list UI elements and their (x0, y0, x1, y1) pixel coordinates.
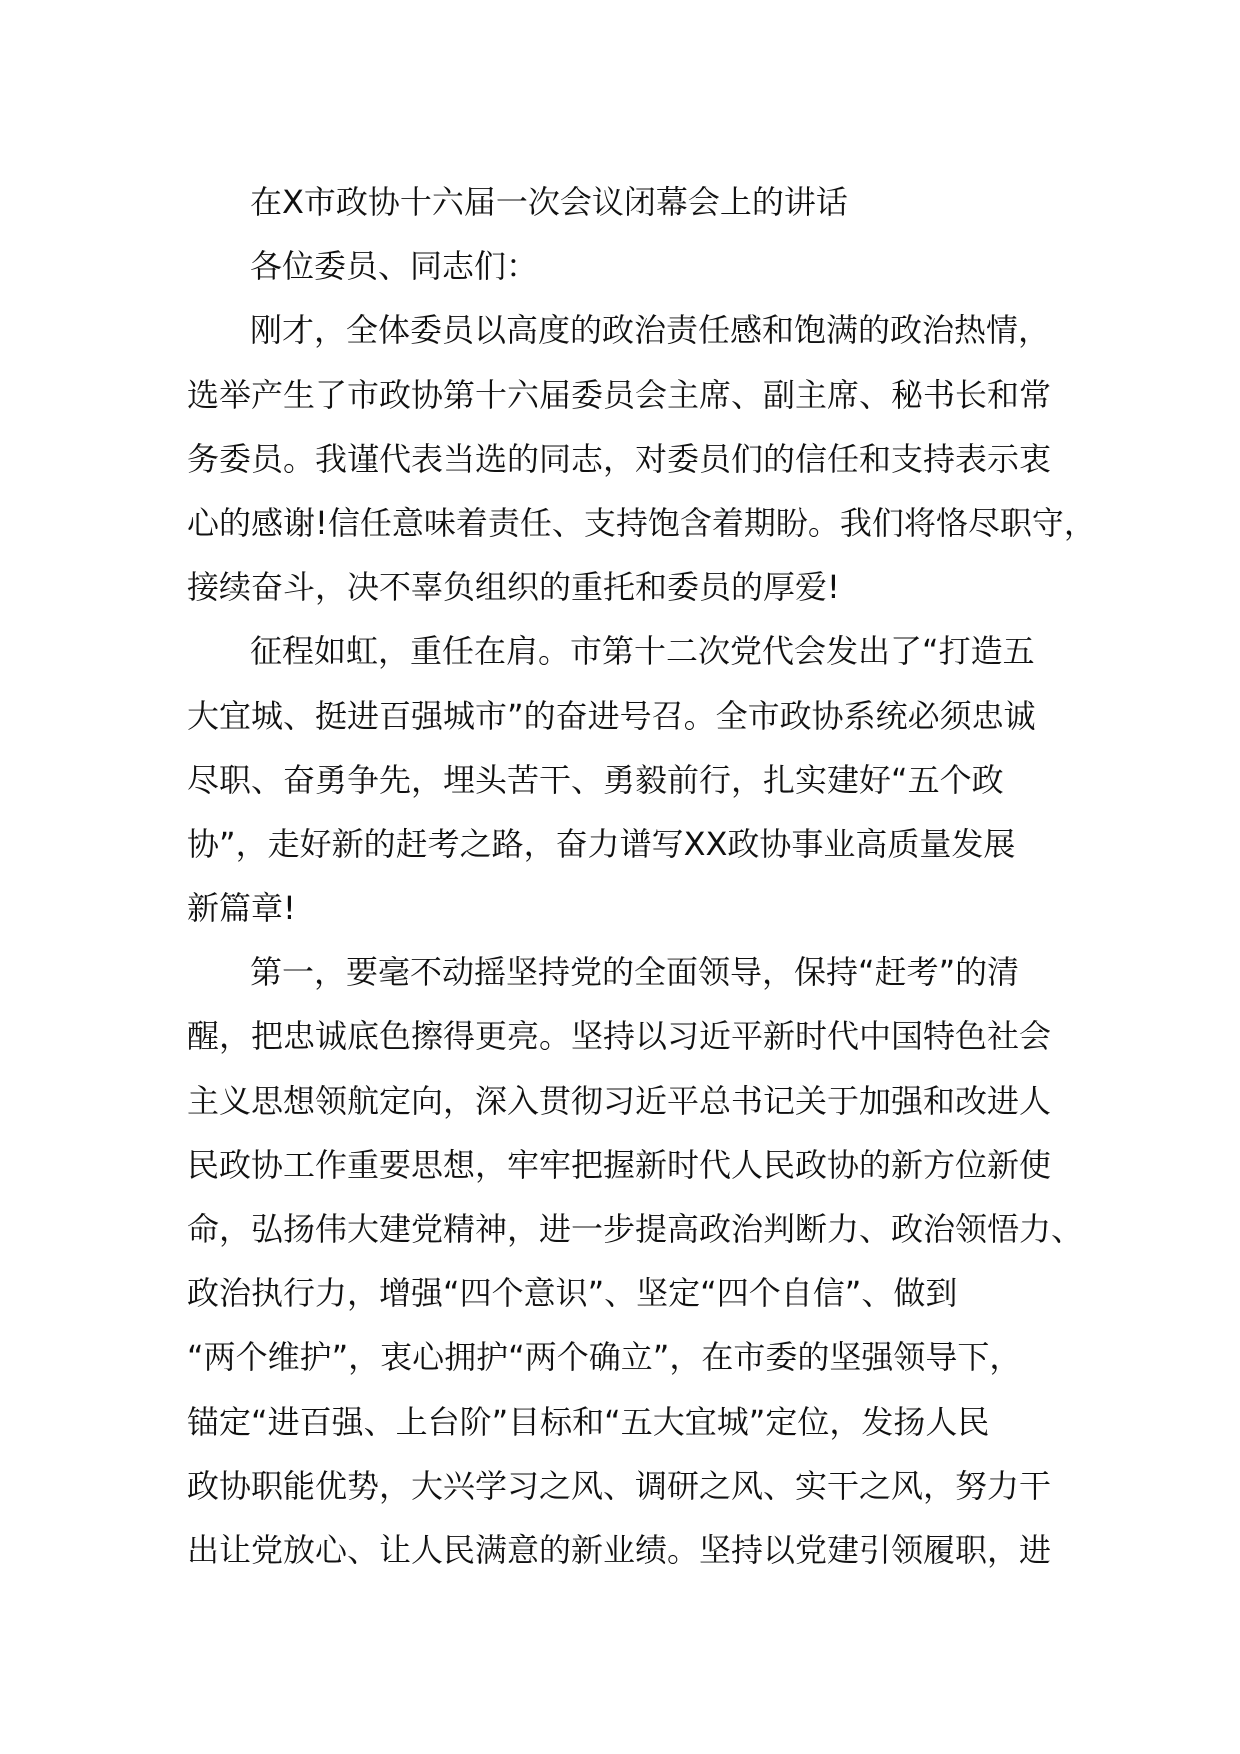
paragraph-line: 政治执行力，增强“四个意识”、坚定“四个自信”、做到 (187, 1274, 958, 1313)
paragraph-line: 锚定“进百强、上台阶”目标和“五大宜城”定位，发扬人民 (187, 1402, 990, 1441)
paragraph-line: 民政协工作重要思想，牢牢把握新时代人民政协的新方位新使 (187, 1145, 1052, 1184)
paragraph-line: “两个维护”，衷心拥护“两个确立”，在市委的坚强领导下， (187, 1338, 1022, 1377)
paragraph-line: 征程如虹，重任在肩。市第十二次党代会发出了“打造五 (250, 632, 1035, 671)
paragraph-line: 醒，把忠诚底色擦得更亮。坚持以习近平新时代中国特色社会 (187, 1017, 1052, 1056)
paragraph-line: 新篇章! (187, 889, 296, 928)
paragraph-line: 协”，走好新的赶考之路，奋力谱写XX政协事业高质量发展 (187, 824, 1016, 863)
paragraph-line: 政协职能优势，大兴学习之风、调研之风、实干之风，努力干 (187, 1466, 1052, 1505)
paragraph-line: 刚才，全体委员以高度的政治责任感和饱满的政治热情， (250, 311, 1051, 350)
paragraph-line: 出让党放心、让人民满意的新业绩。坚持以党建引领履职，进 (187, 1530, 1052, 1569)
paragraph-line: 主义思想领航定向，深入贯彻习近平总书记关于加强和改进人 (187, 1081, 1052, 1120)
paragraph-line: 大宜城、挺进百强城市”的奋进号召。全市政协系统必须忠诚 (187, 696, 1036, 735)
paragraph-line: 接续奋斗，决不辜负组织的重托和委员的厚爱! (187, 568, 840, 607)
paragraph-line: 命，弘扬伟大建党精神，进一步提高政治判断力、政治领悟力、 (187, 1210, 1084, 1248)
paragraph-line: 第一，要毫不动摇坚持党的全面领导，保持“赶考”的清 (250, 953, 1020, 992)
paragraph-line: 尽职、奋勇争先，埋头苦干、勇毅前行，扎实建好“五个政 (187, 760, 1004, 799)
paragraph-line: 选举产生了市政协第十六届委员会主席、副主席、秘书长和常 (187, 375, 1052, 414)
paragraph-line: 心的感谢!信任意味着责任、支持饱含着期盼。我们将恪尽职守， (187, 503, 1096, 542)
paragraph-line: 务委员。我谨代表当选的同志，对委员们的信任和支持表示衷 (187, 439, 1052, 478)
document-body (187, 170, 1096, 1582)
greeting: 各位委员、同志们： (250, 247, 539, 286)
document-title: 在X市政协十六届一次会议闭幕会上的讲话 (250, 183, 848, 221)
